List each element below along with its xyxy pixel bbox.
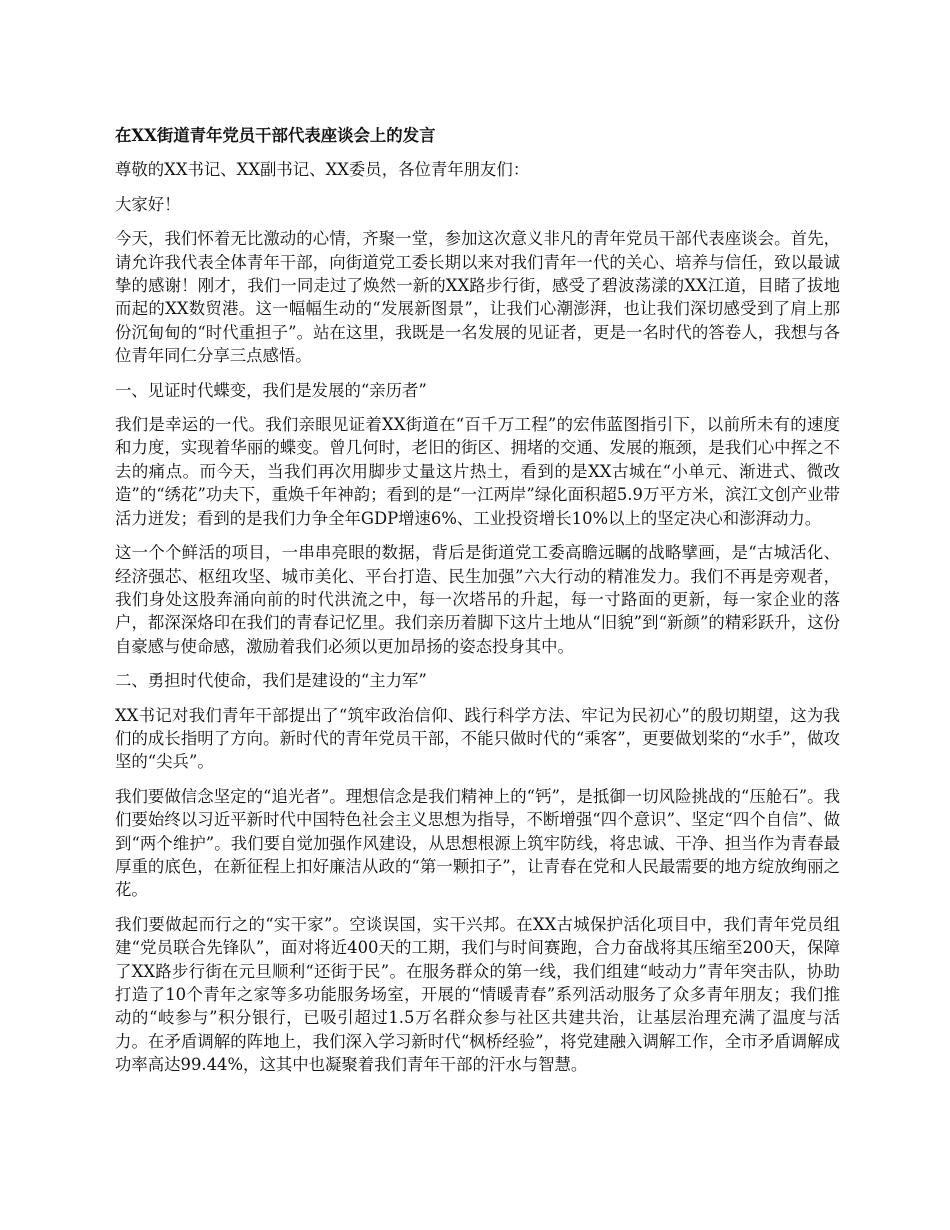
salutation: 尊敬的XX书记、XX副书记、XX委员，各位青年朋友们： bbox=[115, 160, 530, 180]
greeting: 大家好！ bbox=[115, 194, 181, 214]
document-title: 在XX街道青年党员干部代表座谈会上的发言 bbox=[115, 126, 436, 145]
section-1-paragraph-2: 这一个个鲜活的项目，一串串亮眼的数据，背后是街道党工委高瞻远瞩的战略擘画，是“古城活化、经济强芯、枢纽攻坚、城市美化、平台打造、民生加强”六大行动的精准发力。我们不再是旁观者，我们身处这股奔涌向前的时代洪流之中，每一次塔吊的升起，每一寸路面的更新，每一家企业的落户，都深深烙印在我们的青春记忆里。我们亲历着脚下这片土地从“旧貌”到“新颜”的精彩跃升，这份自豪感与使命感，激励着我们必须以更加昂扬的姿态投身其中。 bbox=[115, 543, 840, 656]
section-1-paragraph-1: 我们是幸运的一代。我们亲眼见证着XX街道在“百千万工程”的宏伟蓝图指引下，以前所未有的速度和力度，实现着华丽的蝶变。曾几何时，老旧的街区、拥堵的交通、发展的瓶颈，是我们心中挥之不去的痛点。而今天，当我们再次用脚步丈量这片热土，看到的是XX古城在“小单元、渐进式、微改造”的“绣花”功夫下，重焕千年神韵；看到的是“一江两岸”绿化面积超5.9万平方米，滨江文创产业带活力迸发；看到的是我们力争全年GDP增速6%、工业投资增长10%以上的坚定决心和澎湃动力。 bbox=[115, 415, 840, 528]
section-2-paragraph-1: XX书记对我们青年干部提出了“筑牢政治信仰、践行科学方法、牢记为民初心”的殷切期望，这为我们的成长指明了方向。新时代的青年党员干部，不能只做时代的“乘客”，更要做划桨的“水手”，做攻坚的“尖兵”。 bbox=[115, 705, 840, 772]
section-2-paragraph-2: 我们要做信念坚定的“追光者”。理想信念是我们精神上的“钙”，是抵御一切风险挑战的“压舱石”。我们要始终以习近平新时代中国特色社会主义思想为指导，不断增强“四个意识”、坚定“四个自信”、做到“两个维护”。我们要自觉加强作风建设，从思想根源上筑牢防线，将忠诚、干净、担当作为青春最厚重的底色，在新征程上扣好廉洁从政的“第一颗扣子”，让青春在党和人民最需要的地方绽放绚丽之花。 bbox=[115, 786, 840, 900]
intro-paragraph: 今天，我们怀着无比激动的心情，齐聚一堂，参加这次意义非凡的青年党员干部代表座谈会。首先，请允许我代表全体青年干部，向街道党工委长期以来对我们青年一代的关心、培养与信任，致以最诚挚的感谢！刚才，我们一同走过了焕然一新的XX路步行街，感受了碧波荡漾的XX江道，目睹了拔地而起的XX数贸港。这一幅幅生动的“发展新图景”，让我们心潮澎湃，也让我们深切感受到了肩上那份沉甸甸的“时代重担子”。站在这里，我既是一名发展的见证者，更是一名时代的答卷人，我想与各位青年同仁分享三点感悟。 bbox=[115, 229, 840, 366]
section-1-heading: 一、见证时代蝶变，我们是发展的“亲历者” bbox=[115, 380, 427, 400]
section-2-paragraph-3: 我们要做起而行之的“实干家”。空谈误国，实干兴邦。在XX古城保护活化项目中，我们青年党员组建“党员联合先锋队”，面对将近400天的工期，我们与时间赛跑，合力奋战将其压缩至200天，保障了XX路步行街在元旦顺利“还街于民”。在服务群众的第一线，我们组建“岐动力”青年突击队，协助打造了10个青年之家等多功能服务场室，开展的“情暖青春”系列活动服务了众多青年朋友；我们推动的“岐参与”积分银行，已吸引超过1.5万名群众参与社区共建共治，让基层治理充满了温度与活力。在矛盾调解的阵地上，我们深入学习新时代“枫桥经验”，将党建融入调解工作，全市矛盾调解成功率高达99.44%，这其中也凝聚着我们青年干部的汗水与智慧。 bbox=[115, 914, 840, 1075]
section-2-heading: 二、勇担时代使命，我们是建设的“主力军” bbox=[115, 671, 427, 691]
document-body bbox=[115, 124, 840, 1088]
